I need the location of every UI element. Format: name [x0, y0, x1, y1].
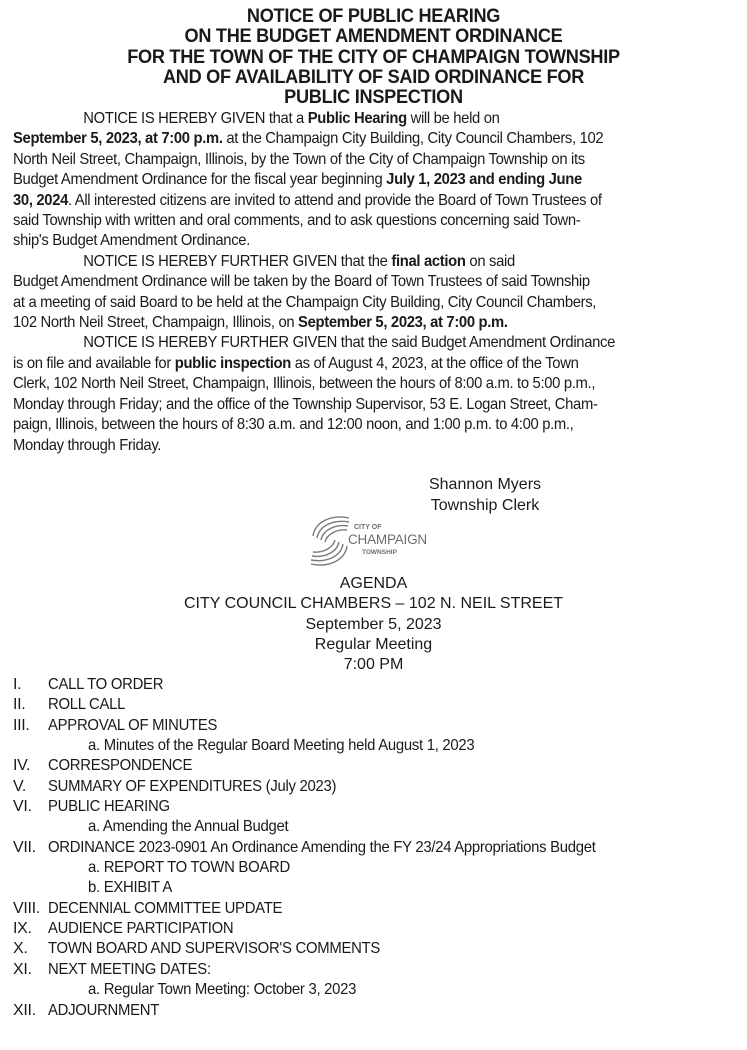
agenda-item: I. CALL TO ORDER: [13, 676, 164, 693]
title-line: PUBLIC INSPECTION: [284, 86, 463, 109]
signer-role: Township Clerk: [430, 496, 540, 514]
agenda-subitem: a. Minutes of the Regular Board Meeting held August 1, 2023: [88, 737, 475, 755]
signer-name: Shannon Myers: [428, 476, 542, 493]
signature-block: [420, 475, 550, 516]
notice-title: [26, 6, 721, 107]
emphasis: public inspection: [174, 354, 291, 372]
agenda-subitem: a. Regular Town Meeting: October 3, 2023: [88, 981, 357, 999]
emphasis: September 5, 2023, at 7:00 p.m.: [13, 130, 223, 148]
agenda-item: VII. ORDINANCE 2023-0901 An Ordinance Amending the FY 23/24 Appropriations Budget: [13, 838, 596, 856]
emphasis: July 1, 2023 and ending June: [386, 171, 582, 189]
emphasis: final action: [391, 252, 466, 270]
agenda-item: III. APPROVAL OF MINUTES: [13, 716, 218, 734]
agenda-subitem: a. REPORT TO TOWN BOARD: [88, 859, 290, 877]
notice-paragraph-final-action: NOTICE IS HEREBY FURTHER GIVEN that the final action on said Budget Amendment Ordinance will be taken by the Board of Town Trustees of said Township at a meeting of said Board to be held at the Champaign City Building, City Council Chambers, 102 North Neil Street, Champaign, Illinois, on September 5, 2023, at 7:00 p.m.: [13, 252, 597, 332]
agenda-item: XI. NEXT MEETING DATES:: [13, 960, 211, 978]
notice-paragraph-public-hearing: NOTICE IS HEREBY GIVEN that a Public Hearing will be held on September 5, 2023, at 7:00 p.m. at the Champaign City Building, City Council Chambers, 102 North Neil Street, Champaign, Illinois, by the Town of the City of Champaign Township on its Budget Amendment Ordinance for the fiscal year beginning July 1, 2023 and ending June 30, 2024. All interested citizens are invited to attend and provide the Board of Town Trustees of said Township with written and oral comments, and to ask questions concerning said Town- ship's Budget Amendment Ordinance.: [13, 110, 604, 250]
agenda-subitem: a. Amending the Annual Budget: [88, 818, 289, 836]
agenda-subitem: b. EXHIBIT A: [88, 879, 173, 897]
emphasis: 30, 2024: [13, 191, 69, 209]
agenda-time: 7:00 PM: [343, 656, 404, 674]
emphasis: September 5, 2023, at 7:00 p.m.: [298, 314, 508, 332]
notice-body: [13, 109, 735, 456]
agenda-item: X. TOWN BOARD AND SUPERVISOR'S COMMENTS: [13, 940, 381, 958]
agenda-item: VIII. DECENNIAL COMMITTEE UPDATE: [13, 899, 283, 917]
title-line: ON THE BUDGET AMENDMENT ORDINANCE: [184, 25, 563, 48]
agenda-item: IV. CORRESPONDENCE: [13, 757, 193, 775]
agenda-item: IX. AUDIENCE PARTICIPATION: [13, 920, 234, 938]
agenda-heading: AGENDA: [339, 575, 408, 592]
agenda-list: [13, 675, 733, 1021]
agenda-meeting-type: Regular Meeting: [314, 635, 433, 653]
agenda-date: September 5, 2023: [305, 615, 442, 633]
agenda-item: II. ROLL CALL: [13, 696, 126, 714]
agenda-item: VI. PUBLIC HEARING: [13, 798, 170, 816]
title-line: FOR THE TOWN OF THE CITY OF CHAMPAIGN TOWNSHIP: [127, 45, 620, 68]
notice-paragraph-public-inspection: NOTICE IS HEREBY FURTHER GIVEN that the said Budget Amendment Ordinance is on file and available for public inspection as of August 4, 2023, at the office of the Town Clerk, 102 North Neil Street, Champaign, Illinois, between the hours of 8:00 a.m. to 5:00 p.m., Monday through Friday; and the office of the Township Supervisor, 53 E. Logan Street, Cham- paign, Illinois, between the hours of 8:30 a.m. and 12:00 noon, and 1:00 p.m. to 4:00 p.m., Monday through Friday.: [13, 334, 616, 454]
agenda-item: V. SUMMARY OF EXPENDITURES (July 2023): [13, 777, 337, 795]
agenda-header: [0, 574, 747, 675]
agenda-item: XII. ADJOURNMENT: [13, 1001, 160, 1019]
champaign-township-logo: CITY OF CHAMPAIGN TOWNSHIP: [309, 514, 431, 568]
emphasis: Public Hearing: [307, 110, 407, 127]
title-line: NOTICE OF PUBLIC HEARING: [246, 5, 501, 27]
swirl-logo-icon: [309, 514, 351, 568]
title-line: AND OF AVAILABILITY OF SAID ORDINANCE FOR: [162, 65, 585, 88]
agenda-location: CITY COUNCIL CHAMBERS – 102 N. NEIL STREET: [183, 595, 564, 613]
